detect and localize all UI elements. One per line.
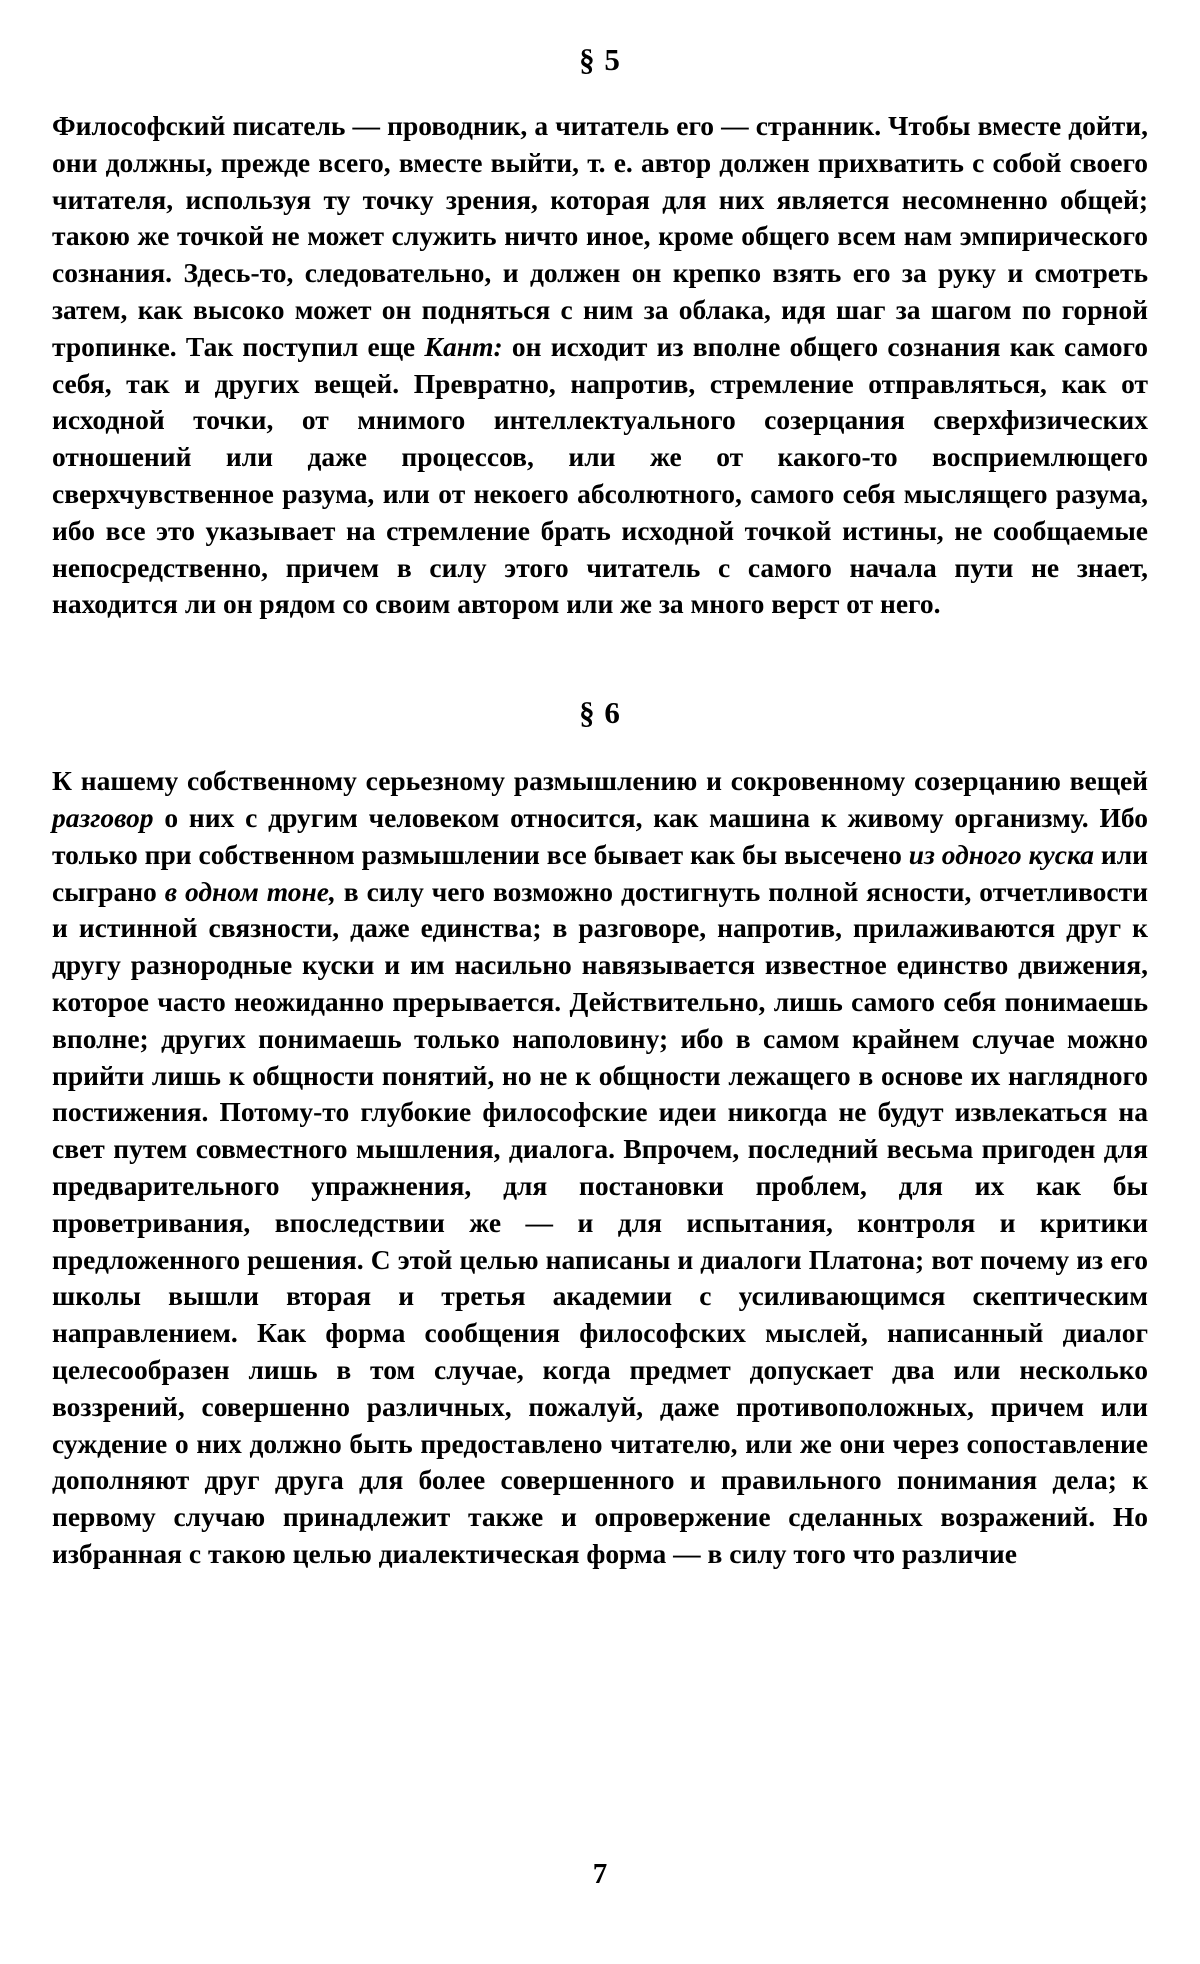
text-segment: в силу чего возможно достигнуть полной ясности, отчетливости и истинной связности, даже единства; в разговоре, напротив, прилаживаются друг к другу разнородные куски и им насильно навязывается известное единство движения, которое часто неожиданно прерывается. Действительно, лишь самого себя понимаешь вполне; других понимаешь только наполовину; ибо в самом крайнем случае можно прийти лишь к общности понятий, но не к общности лежащего в основе их наглядного постижения. Потому-то глубокие философские идеи никогда не будут извлекаться на свет путем совместного мышления, диалога. Впрочем, последний весьма пригоден для предварительного упражнения, для постановки проблем, для их как бы проветривания, впоследствии же — и для испытания, контроля и критики предложенного решения. С этой целью написаны и диалоги Платона; вот почему из его школы вышли вторая и третья академии с усиливающимся скептическим направлением. Как форма сообщения философских мыслей, написанный диалог целесообразен лишь в том случае, когда предмет допускает два или несколько воззрений, совершенно различных, пожалуй, даже противоположных, причем или суждение о них должно быть предоставлено читателю, или же они через сопоставление дополняют друг друга для более совершенного и правильного понимания дела; к первому случаю принадлежит также и опровержение сделанных возражений. Но избранная с такою целью диалектическая форма — в силу того что различие [52, 875, 1148, 1569]
section-6-paragraph [52, 763, 1148, 1573]
text-segment: он исходит из вполне общего сознания как самого себя, так и других вещей. Превратно, напротив, стремление отправляться, как от исходной точки, от мнимого интеллектуального созерцания сверхфизических отношений или даже процессов, или же от какого-то восприемлющего сверхчувственное разума, или от некоего абсолютного, самого себя мыслящего разума, ибо все это указывает на стремление брать исходной точкой истины, не сообщаемые непосредственно, причем в силу этого читатель с самого начала пути не знает, находится ли он рядом со своим автором или же за много верст от него. [52, 330, 1149, 620]
italic-text-segment: в одном тоне, [164, 875, 336, 907]
section-5-paragraph [52, 108, 1148, 623]
italic-text-segment: из одного куска [908, 838, 1094, 870]
italic-text-segment: разговор [52, 801, 154, 833]
italic-text-segment: Кант: [424, 330, 503, 362]
document-page [52, 40, 1148, 1573]
section-5-heading: § 5 [579, 42, 621, 77]
page-number: 7 [592, 1858, 608, 1890]
section-6-heading: § 6 [579, 695, 621, 731]
text-segment: о них с другим человеком относится, как машина к живому организму. Ибо только при собственном размышлении все бывает как бы высечено [52, 801, 1148, 870]
text-segment: Философский писатель — проводник, а читатель его — странник. Чтобы вместе дойти, они должны, прежде всего, вместе выйти, т. е. автор должен прихватить с собой своего читателя, используя ту точку зрения, которая для них является несомненно общей; такою же точкой не может служить ничто иное, кроме общего всем нам эмпирического сознания. Здесь-то, следовательно, и должен он крепко взять его за руку и смотреть затем, как высоко может он подняться с ним за облака, идя шаг за шагом по горной тропинке. Так поступил еще [52, 110, 1148, 362]
text-segment: или сыграно [52, 838, 1149, 907]
text-segment: К нашему собственному серьезному размышлению и сокровенному созерцанию вещей [52, 765, 1148, 797]
